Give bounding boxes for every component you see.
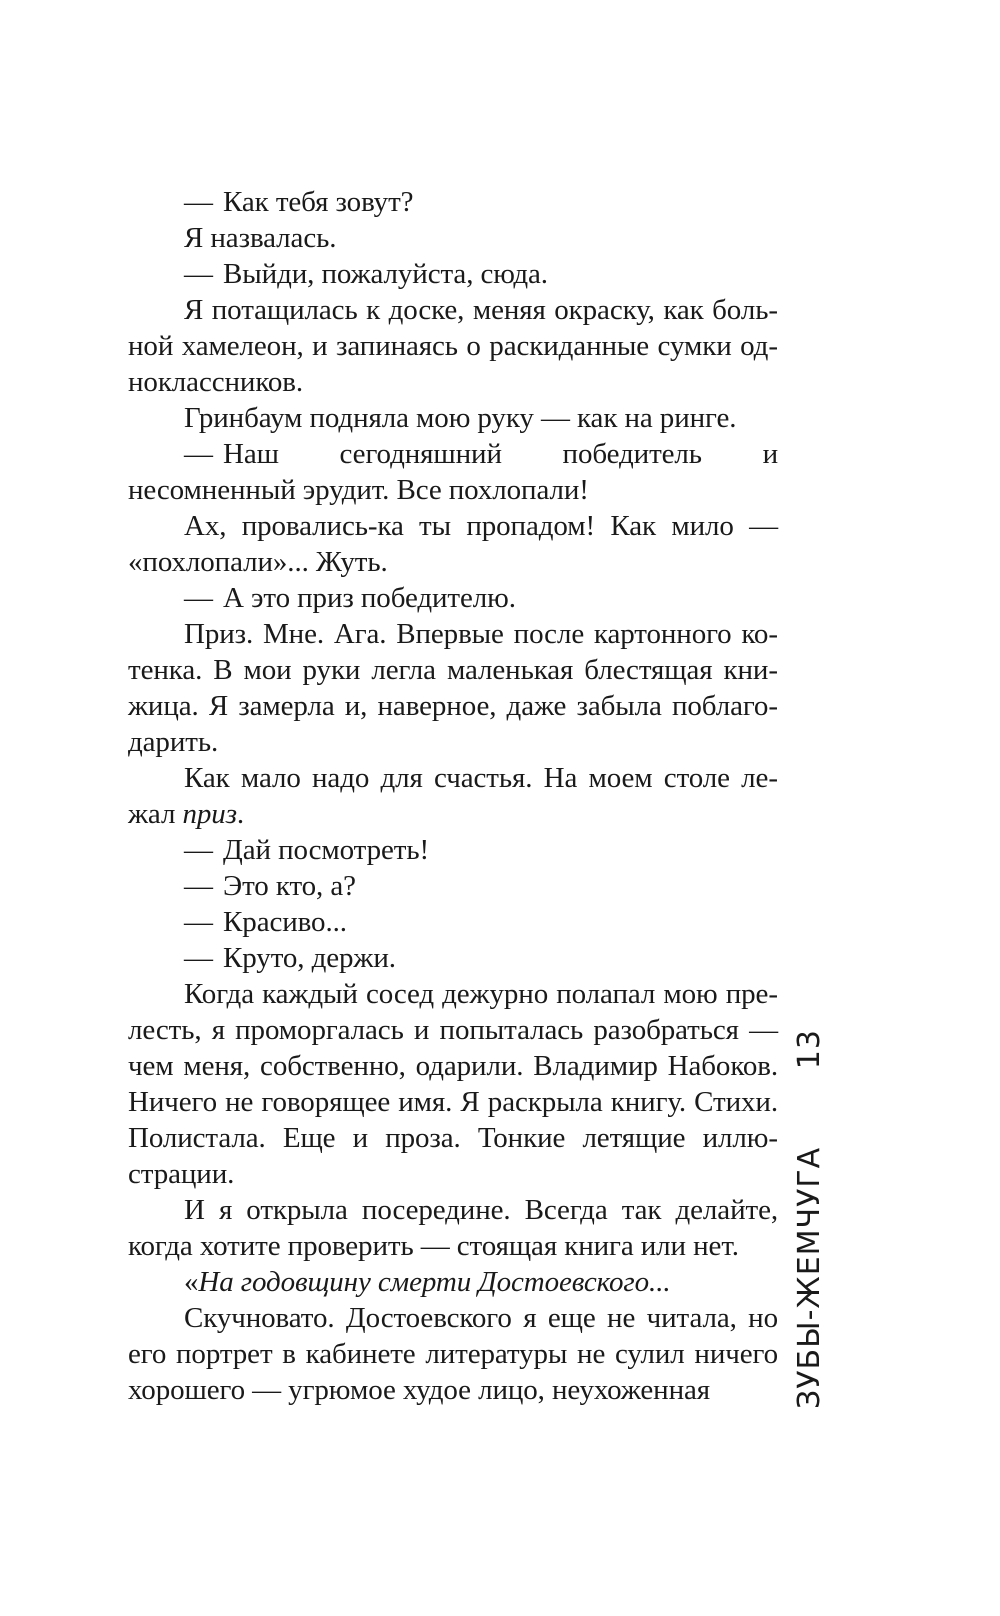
paragraph-text: Я потащилась к доске, меняя окраску, как больной хамелеон, и запинаясь о раскиданные сумки одноклассников. [128, 294, 778, 398]
dialogue-dash: — [184, 582, 213, 614]
paragraph-text: Это кто, а? [223, 870, 356, 902]
paragraph-text: Выйди, пожалуйста, сюда. [223, 258, 548, 290]
quote-paragraph [128, 1264, 778, 1300]
paragraph-text: Как тебя зовут? [223, 186, 414, 218]
paragraph [128, 292, 778, 400]
dialogue-dash: — [184, 258, 213, 290]
dialogue-dash: — [184, 186, 213, 218]
paragraph-text: Круто, держи. [223, 942, 396, 974]
paragraph [128, 400, 778, 436]
paragraph-text: Когда каждый сосед дежурно полапал мою прелесть, я проморгалась и попыталась разобраться — чем меня, собственно, одарили. Владимир Набоков. Ничего не говорящее имя. Я раскрыла книгу. Стихи. Полистала. Еще и проза. Тонкие летящие иллюстрации. [128, 978, 778, 1190]
vertical-running-header [790, 1029, 830, 1409]
dialogue-line [128, 436, 778, 508]
italic-emphasis: приз [182, 798, 237, 830]
dialogue-line [128, 184, 778, 220]
paragraph [128, 220, 778, 256]
paragraph-text: Красиво... [223, 906, 347, 938]
dialogue-dash: — [184, 834, 213, 866]
running-title: ЗУБЫ-ЖЕМЧУГА [792, 1146, 827, 1409]
paragraph-text: Гринбаум подняла мою руку — как на ринге. [184, 402, 737, 434]
dialogue-line [128, 256, 778, 292]
italic-emphasis: На годовщину смерти Достоевского... [198, 1266, 671, 1298]
paragraph [128, 760, 778, 832]
paragraph-text: Дай посмотреть! [223, 834, 430, 866]
paragraph-text: А это приз победителю. [223, 582, 516, 614]
dialogue-line [128, 580, 778, 616]
dialogue-line [128, 940, 778, 976]
paragraph-text: Приз. Мне. Ага. Впервые после картонного котенка. В мои руки легла маленькая блестящая книжица. Я замерла и, наверное, даже забыла поблагодарить. [128, 618, 778, 758]
dialogue-dash: — [184, 438, 213, 470]
paragraph-text: Скучновато. Достоевского я еще не читала, но его портрет в кабинете литературы не сулил ничего хорошего — угрюмое худое лицо, неухоженная [128, 1302, 778, 1406]
paragraph-text: Наш сегодняшний победитель и несомненный эрудит. Все похлопали! [128, 438, 778, 506]
paragraph-text: Я назвалась. [184, 222, 337, 254]
page-body [128, 184, 778, 1408]
dialogue-dash: — [184, 942, 213, 974]
paragraph [128, 508, 778, 580]
dialogue-line [128, 868, 778, 904]
paragraph-text: . [236, 798, 245, 830]
paragraph [128, 1300, 778, 1408]
paragraph [128, 616, 778, 760]
dialogue-line [128, 832, 778, 868]
paragraph-text: И я открыла посередине. Всегда так делайте, когда хотите проверить — стоящая книга или нет. [128, 1194, 778, 1262]
paragraph [128, 976, 778, 1192]
dialogue-line [128, 904, 778, 940]
paragraph-text: « [184, 1266, 199, 1298]
dialogue-dash: — [184, 906, 213, 938]
paragraph [128, 1192, 778, 1264]
page-number: 13 [792, 1029, 827, 1070]
paragraph-text: Ах, провались-ка ты пропадом! Как мило — «похлопали»... Жуть. [128, 510, 778, 578]
dialogue-dash: — [184, 870, 213, 902]
paragraph-text: Как мало надо для счастья. На моем столе лежал [128, 762, 778, 830]
